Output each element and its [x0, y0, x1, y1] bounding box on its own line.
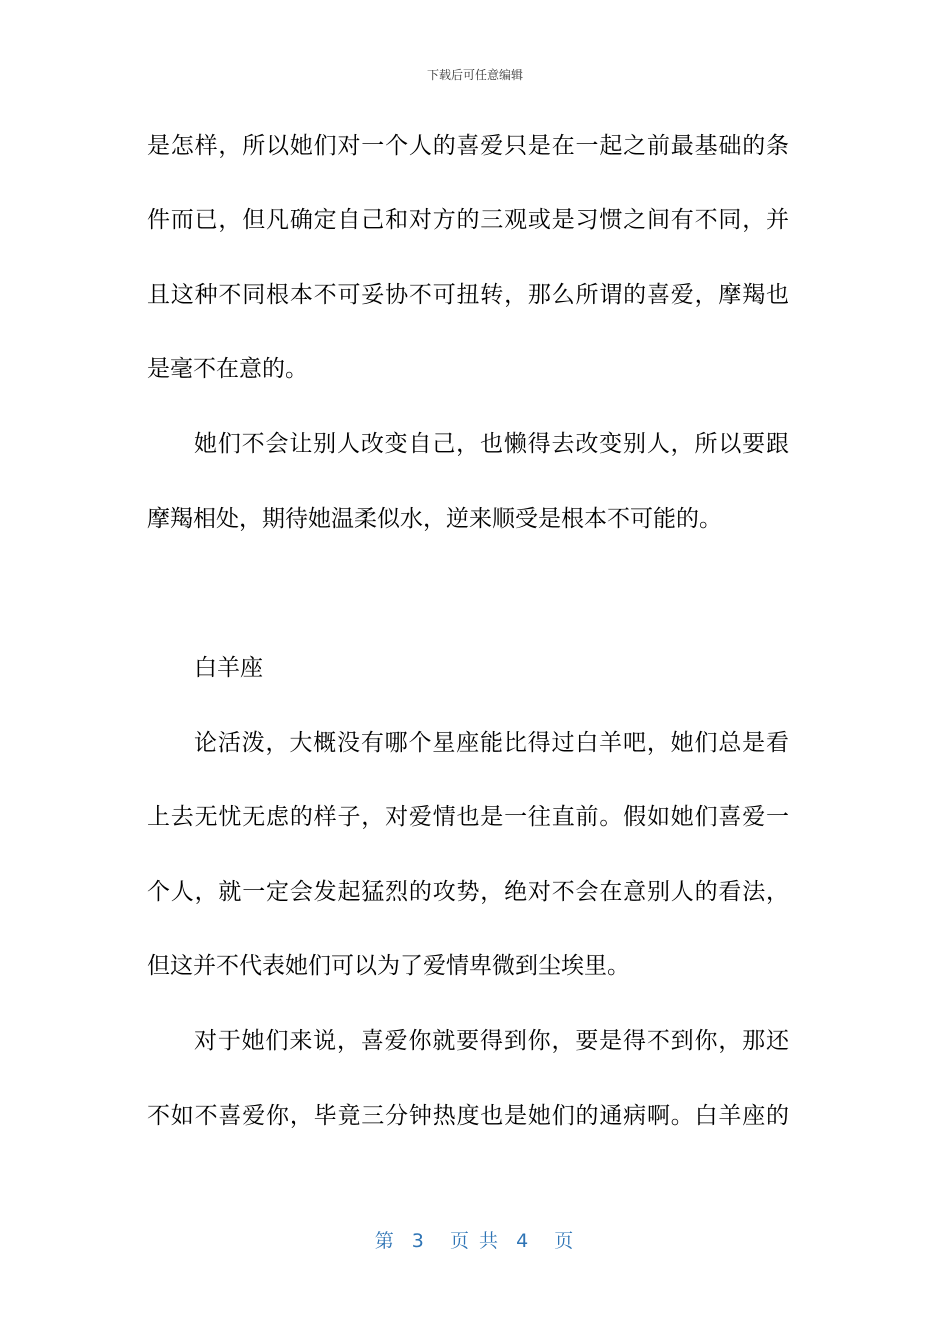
page-number-text: 第 3 页 共 4 页 [374, 1230, 576, 1252]
page-header: 下载后可任意编辑 [426, 68, 523, 82]
text-line: 摩羯相处，期待她温柔似水，逆来顺受是根本不可能的。 [147, 506, 722, 532]
text-line: 件而已，但凡确定自己和对方的三观或是习惯之间有不同，并 [147, 207, 789, 233]
text-line: 是毫不在意的。 [147, 356, 308, 382]
section-heading: 白羊座 [194, 655, 263, 681]
text-line: 且这种不同根本不可妥协不可扭转，那么所谓的喜爱，摩羯也 [147, 282, 789, 308]
text-line: 个人，就一定会发起猛烈的攻势，绝对不会在意别人的看法， [147, 879, 789, 905]
text-line: 是怎样，所以她们对一个人的喜爱只是在一起之前最基础的条 [147, 133, 789, 159]
text-line: 对于她们来说，喜爱你就要得到你，要是得不到你，那还 [194, 1028, 789, 1054]
text-line: 上去无忧无虑的样子，对爱情也是一往直前。假如她们喜爱一 [147, 804, 789, 830]
text-line: 但这并不代表她们可以为了爱情卑微到尘埃里。 [147, 953, 630, 979]
text-line: 不如不喜爱你，毕竟三分钟热度也是她们的通病啊。白羊座的 [147, 1103, 789, 1129]
page-number-footer [0, 1226, 950, 1253]
text-line: 论活泼，大概没有哪个星座能比得过白羊吧，她们总是看 [194, 730, 789, 756]
text-line: 她们不会让别人改变自己，也懒得去改变别人，所以要跟 [194, 431, 789, 457]
